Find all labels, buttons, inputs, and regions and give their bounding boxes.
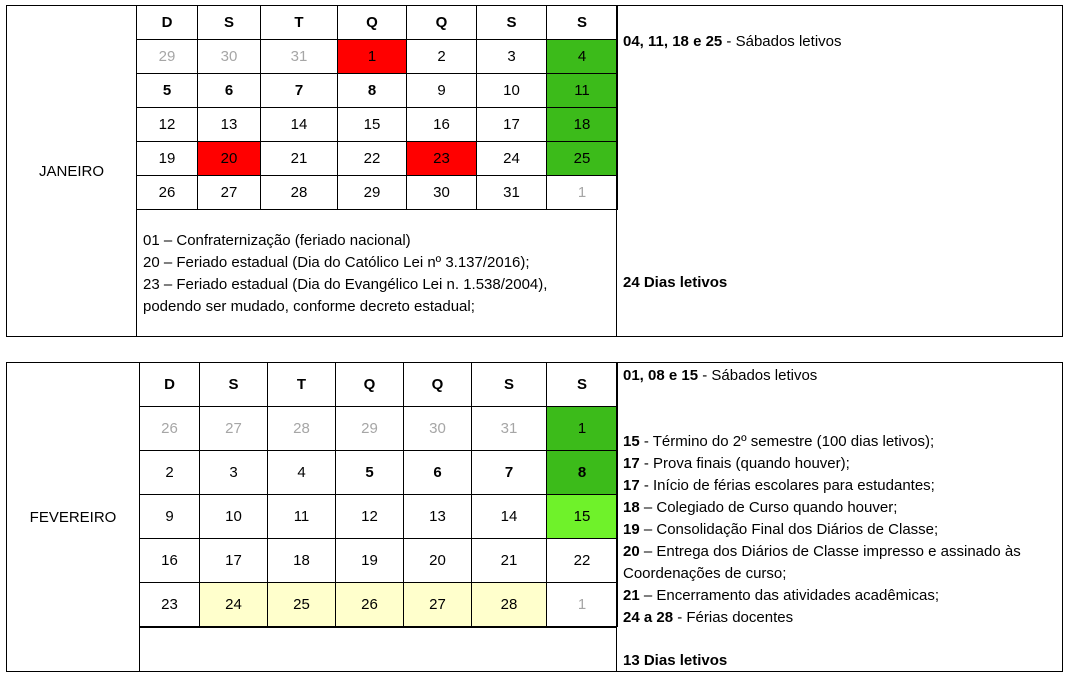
day-cell: 8	[547, 451, 618, 495]
summary-panel-janeiro	[616, 5, 1063, 337]
event-line	[623, 453, 1056, 475]
day-cell: 12	[336, 495, 404, 539]
day-cell: 3	[477, 40, 547, 74]
day-cell: 28	[261, 176, 338, 210]
event-text: – Consolidação Final dos Diários de Classe;	[639, 521, 939, 538]
day-cell: 16	[407, 108, 477, 142]
week-row	[137, 142, 618, 176]
weekday-header: D	[140, 363, 200, 407]
weekday-header-row	[137, 6, 618, 40]
day-cell: 26	[137, 176, 198, 210]
day-cell: 25	[268, 583, 336, 627]
event-text: - Prova finais (quando houver);	[639, 455, 850, 472]
day-cell: 24	[200, 583, 268, 627]
week-row	[140, 495, 618, 539]
event-line	[623, 519, 1056, 541]
day-cell: 14	[472, 495, 547, 539]
week-row	[137, 176, 618, 210]
event-line	[623, 607, 1056, 629]
day-cell: 22	[338, 142, 407, 176]
day-cell: 5	[137, 74, 198, 108]
weekday-header: Q	[338, 6, 407, 40]
holiday-notes-janeiro	[136, 209, 617, 337]
weekday-header: D	[137, 6, 198, 40]
week-row	[140, 451, 618, 495]
weekday-header: S	[547, 6, 618, 40]
day-cell: 30	[198, 40, 261, 74]
note-line: 20 – Feriado estadual (Dia do Católico Lei nº 3.137/2016);	[143, 254, 530, 271]
day-cell: 5	[336, 451, 404, 495]
day-cell: 23	[407, 142, 477, 176]
day-cell: 26	[140, 407, 200, 451]
weekday-header: S	[200, 363, 268, 407]
weekday-header: T	[261, 6, 338, 40]
event-date: 18	[623, 499, 640, 516]
calendar-grid-janeiro	[136, 5, 618, 210]
day-cell: 27	[200, 407, 268, 451]
note-line: 23 – Feriado estadual (Dia do Evangélico Lei n. 1.538/2004),	[143, 276, 548, 293]
day-cell: 20	[198, 142, 261, 176]
note-line: 01 – Confraternização (feriado nacional)	[143, 232, 411, 249]
day-cell: 13	[198, 108, 261, 142]
week-row	[137, 108, 618, 142]
weekday-header: S	[547, 363, 618, 407]
day-cell: 31	[261, 40, 338, 74]
day-cell: 18	[268, 539, 336, 583]
day-cell: 11	[547, 74, 618, 108]
day-cell: 13	[404, 495, 472, 539]
day-cell: 12	[137, 108, 198, 142]
saturdays-line	[623, 31, 1056, 53]
day-cell: 21	[472, 539, 547, 583]
event-list	[623, 431, 1056, 629]
event-text: - Férias docentes	[673, 609, 794, 626]
week-row	[140, 539, 618, 583]
day-cell: 11	[268, 495, 336, 539]
day-cell: 15	[547, 495, 618, 539]
month-label-janeiro	[6, 5, 137, 337]
day-cell: 17	[477, 108, 547, 142]
day-cell: 4	[547, 40, 618, 74]
event-line	[623, 541, 1056, 585]
day-cell: 28	[472, 583, 547, 627]
day-cell: 1	[338, 40, 407, 74]
day-cell: 31	[472, 407, 547, 451]
weekday-header: S	[198, 6, 261, 40]
calendar-grid-fevereiro	[139, 362, 618, 627]
day-cell: 2	[407, 40, 477, 74]
day-cell: 24	[477, 142, 547, 176]
day-cell: 25	[547, 142, 618, 176]
saturdays-dates: 04, 11, 18 e 25	[623, 33, 723, 50]
event-line	[623, 431, 1056, 453]
day-cell: 3	[200, 451, 268, 495]
day-cell: 29	[336, 407, 404, 451]
day-cell: 10	[200, 495, 268, 539]
event-date: 21	[623, 587, 640, 604]
event-text: – Entrega dos Diários de Classe impresso e assinado às Coordenações de curso;	[623, 543, 1021, 582]
day-cell: 1	[547, 176, 618, 210]
event-line	[623, 497, 1056, 519]
day-cell: 31	[477, 176, 547, 210]
day-cell: 26	[336, 583, 404, 627]
day-cell: 19	[336, 539, 404, 583]
weekday-header-row	[140, 363, 618, 407]
day-cell: 22	[547, 539, 618, 583]
day-cell: 18	[547, 108, 618, 142]
event-text: - Término do 2º semestre (100 dias letivos);	[639, 433, 935, 450]
day-cell: 10	[477, 74, 547, 108]
saturdays-dates: 01, 08 e 15	[623, 367, 699, 384]
day-cell: 23	[140, 583, 200, 627]
total-days: 13 Dias letivos	[623, 652, 728, 669]
event-date: 24 a 28	[623, 609, 674, 626]
day-cell: 2	[140, 451, 200, 495]
weekday-header: Q	[407, 6, 477, 40]
day-cell: 14	[261, 108, 338, 142]
day-cell: 19	[137, 142, 198, 176]
day-cell: 6	[198, 74, 261, 108]
day-cell: 6	[404, 451, 472, 495]
day-cell: 15	[338, 108, 407, 142]
event-line	[623, 585, 1056, 607]
event-text: – Encerramento das atividades acadêmicas;	[639, 587, 940, 604]
event-text: - Início de férias escolares para estudantes;	[639, 477, 935, 494]
event-date: 17	[623, 477, 640, 494]
note-line: podendo ser mudado, conforme decreto estadual;	[143, 298, 475, 315]
day-cell: 1	[547, 407, 618, 451]
day-cell: 29	[338, 176, 407, 210]
event-date: 17	[623, 455, 640, 472]
day-cell: 27	[198, 176, 261, 210]
event-text: – Colegiado de Curso quando houver;	[639, 499, 898, 516]
event-date: 19	[623, 521, 640, 538]
event-date: 20	[623, 543, 640, 560]
day-cell: 21	[261, 142, 338, 176]
day-cell: 4	[268, 451, 336, 495]
day-cell: 9	[407, 74, 477, 108]
weekday-header: Q	[404, 363, 472, 407]
week-row	[137, 40, 618, 74]
saturdays-line	[623, 365, 1056, 387]
day-cell: 28	[268, 407, 336, 451]
saturdays-label: - Sábados letivos	[722, 33, 842, 50]
event-line	[623, 475, 1056, 497]
day-cell: 7	[261, 74, 338, 108]
day-cell: 9	[140, 495, 200, 539]
month-name: FEVEREIRO	[29, 508, 117, 526]
saturdays-label: - Sábados letivos	[698, 367, 818, 384]
month-name: JANEIRO	[38, 162, 104, 180]
day-cell: 17	[200, 539, 268, 583]
week-row	[140, 407, 618, 451]
weekday-header: Q	[336, 363, 404, 407]
day-cell: 20	[404, 539, 472, 583]
weekday-header: T	[268, 363, 336, 407]
event-date: 15	[623, 433, 640, 450]
day-cell: 16	[140, 539, 200, 583]
day-cell: 8	[338, 74, 407, 108]
week-row	[140, 583, 618, 627]
week-row	[137, 74, 618, 108]
summary-panel-fevereiro	[616, 362, 1063, 672]
day-cell: 1	[547, 583, 618, 627]
day-cell: 7	[472, 451, 547, 495]
day-cell: 29	[137, 40, 198, 74]
total-days: 24 Dias letivos	[623, 274, 728, 291]
day-cell: 30	[404, 407, 472, 451]
day-cell: 30	[407, 176, 477, 210]
weekday-header: S	[472, 363, 547, 407]
weekday-header: S	[477, 6, 547, 40]
month-label-fevereiro	[6, 362, 140, 672]
day-cell: 27	[404, 583, 472, 627]
empty-notes-fevereiro	[139, 627, 617, 672]
